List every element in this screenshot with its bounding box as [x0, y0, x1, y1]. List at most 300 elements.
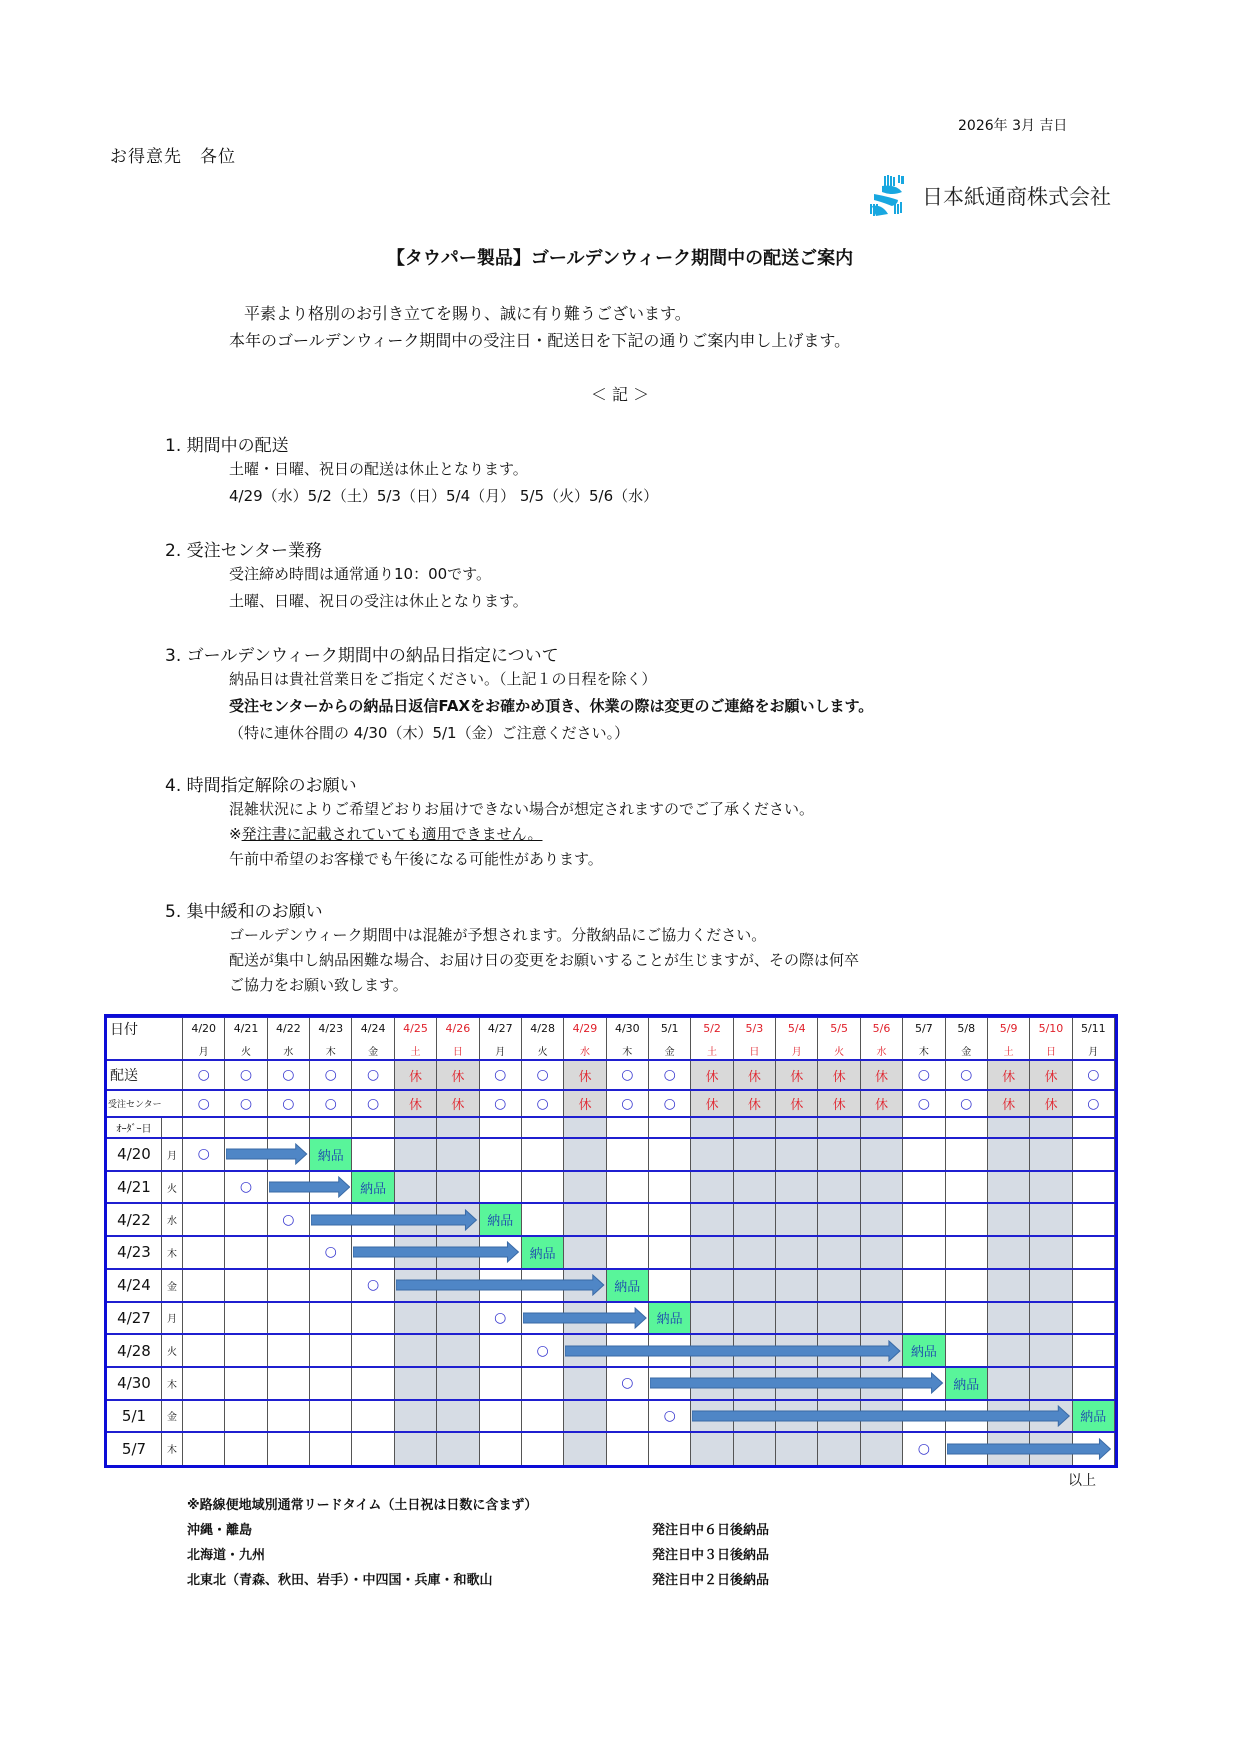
order-circle: ○ [225, 1171, 267, 1204]
lead-time-arrow-icon [269, 1176, 351, 1198]
schedule-cell [268, 1367, 310, 1400]
date-header: 4/21 [225, 1017, 267, 1040]
schedule-cell [1073, 1236, 1115, 1269]
center-status-closed: 休 [988, 1090, 1030, 1117]
schedule-cell [352, 1138, 394, 1171]
order-day-cell [352, 1117, 394, 1138]
company-logo [868, 174, 1111, 218]
schedule-cell [776, 1302, 818, 1335]
order-weekday: 月 [162, 1138, 183, 1171]
weekday-header: 土 [988, 1040, 1030, 1060]
delivery-status-open: ○ [522, 1060, 564, 1090]
order-date: 4/27 [107, 1302, 162, 1335]
row-divider [107, 1268, 1115, 1270]
delivery-status-closed: 休 [818, 1060, 860, 1090]
order-weekday: 火 [162, 1171, 183, 1204]
schedule-cell [946, 1269, 988, 1302]
delivery-status-closed: 休 [776, 1060, 818, 1090]
order-day-cell [649, 1117, 691, 1138]
row-divider [107, 1399, 1115, 1401]
schedule-cell [776, 1138, 818, 1171]
order-date: 4/20 [107, 1138, 162, 1171]
schedule-cell [1073, 1302, 1115, 1335]
order-circle: ○ [352, 1269, 394, 1302]
delivery-status-open: ○ [183, 1060, 225, 1090]
schedule-cell [861, 1138, 903, 1171]
schedule-cell [183, 1171, 225, 1204]
schedule-cell [437, 1334, 479, 1367]
schedule-cell [946, 1334, 988, 1367]
lead-time-arrow-icon [565, 1340, 901, 1362]
company-logo-mark-icon [868, 174, 916, 218]
order-circle: ○ [522, 1334, 564, 1367]
center-status-open: ○ [225, 1090, 267, 1117]
schedule-cell [268, 1236, 310, 1269]
schedule-cell [225, 1203, 267, 1236]
schedule-cell [183, 1367, 225, 1400]
schedule-cell [903, 1171, 945, 1204]
lead-time-arrow-icon [692, 1405, 1070, 1427]
schedule-cell [607, 1432, 649, 1465]
date-header: 4/29 [564, 1017, 606, 1040]
schedule-cell [818, 1432, 860, 1465]
schedule-cell [564, 1171, 606, 1204]
schedule-cell [268, 1432, 310, 1465]
order-day-cell [776, 1117, 818, 1138]
order-day-cell [861, 1117, 903, 1138]
note-mark: ※ [229, 825, 242, 843]
delivery-status-open: ○ [480, 1060, 522, 1090]
delivery-cell: 納品 [310, 1138, 352, 1171]
addressee: お得意先 各位 [110, 147, 236, 167]
schedule-cell [1030, 1367, 1072, 1400]
schedule-cell [946, 1171, 988, 1204]
date-header: 5/3 [734, 1017, 776, 1040]
schedule-cell [268, 1400, 310, 1433]
schedule-cell [522, 1367, 564, 1400]
delivery-status-closed: 休 [988, 1060, 1030, 1090]
lead-time-arrow-icon [947, 1438, 1111, 1460]
order-day-cell [607, 1117, 649, 1138]
section-1-heading: 1. 期間中の配送 [165, 436, 289, 456]
section-4-line-2 [229, 823, 542, 844]
company-name: 日本紙通商株式会社 [922, 185, 1111, 209]
schedule-cell [522, 1400, 564, 1433]
page-title: 【タウパー製品】ゴールデンウィーク期間中の配送ご案内 [386, 248, 854, 269]
center-status-closed: 休 [1030, 1090, 1072, 1117]
center-status-open: ○ [946, 1090, 988, 1117]
weekday-header: 金 [649, 1040, 691, 1060]
weekday-header: 月 [183, 1040, 225, 1060]
date-header: 4/24 [352, 1017, 394, 1040]
delivery-status-closed: 休 [1030, 1060, 1072, 1090]
order-weekday: 月 [162, 1302, 183, 1335]
schedule-cell [649, 1236, 691, 1269]
schedule-cell [691, 1302, 733, 1335]
lead-time-region-1: 沖縄・離島 [187, 1523, 253, 1538]
schedule-cell [734, 1138, 776, 1171]
schedule-cell [734, 1269, 776, 1302]
order-weekday: 木 [162, 1432, 183, 1465]
schedule-cell [352, 1400, 394, 1433]
schedule-cell [310, 1367, 352, 1400]
order-circle: ○ [649, 1400, 691, 1433]
row-divider [107, 1089, 1115, 1091]
order-day-cell [225, 1117, 267, 1138]
schedule-cell [861, 1432, 903, 1465]
schedule-cell [1030, 1269, 1072, 1302]
order-day-cell [818, 1117, 860, 1138]
order-day-cell [691, 1117, 733, 1138]
schedule-cell [522, 1138, 564, 1171]
schedule-cell [818, 1203, 860, 1236]
order-date: 5/1 [107, 1400, 162, 1433]
date-header: 4/20 [183, 1017, 225, 1040]
lead-time-region-3: 北東北（青森、秋田、岩手）・中四国・兵庫・和歌山 [187, 1573, 493, 1588]
section-3-line-3: （特に連休谷間の 4/30（木）5/1（金）ご注意ください。） [229, 724, 630, 742]
delivery-status-closed: 休 [437, 1060, 479, 1090]
order-date: 4/21 [107, 1171, 162, 1204]
schedule-cell [903, 1269, 945, 1302]
header-label-center: 受注センター [107, 1090, 183, 1117]
schedule-cell [564, 1400, 606, 1433]
weekday-header: 金 [946, 1040, 988, 1060]
schedule-cell [691, 1432, 733, 1465]
row-divider [107, 1059, 1115, 1061]
schedule-cell [310, 1400, 352, 1433]
schedule-cell [564, 1203, 606, 1236]
order-day-cell [183, 1117, 225, 1138]
delivery-status-open: ○ [225, 1060, 267, 1090]
schedule-cell [861, 1236, 903, 1269]
date-header: 5/6 [861, 1017, 903, 1040]
schedule-cell [437, 1367, 479, 1400]
schedule-cell [225, 1236, 267, 1269]
order-day-cell [522, 1117, 564, 1138]
section-5-line-1: ゴールデンウィーク期間中は混雑が予想されます。分散納品にご協力ください。 [229, 926, 767, 944]
schedule-cell [607, 1400, 649, 1433]
schedule-cell [1030, 1171, 1072, 1204]
underlined-note: 発注書に記載されていても適用できません。 [241, 825, 543, 843]
lead-time-arrow-icon [311, 1209, 477, 1231]
schedule-cell [395, 1138, 437, 1171]
center-status-open: ○ [480, 1090, 522, 1117]
schedule-cell [1030, 1334, 1072, 1367]
order-weekday: 水 [162, 1203, 183, 1236]
schedule-cell [225, 1334, 267, 1367]
intro-line-1: 平素より格別のお引き立てを賜り、誠に有り難うございます。 [244, 304, 691, 323]
schedule-cell [1073, 1171, 1115, 1204]
schedule-cell [691, 1269, 733, 1302]
order-circle: ○ [607, 1367, 649, 1400]
schedule-cell [564, 1432, 606, 1465]
schedule-cell [437, 1171, 479, 1204]
header-label-date: 日付 [107, 1017, 183, 1060]
order-circle: ○ [183, 1138, 225, 1171]
order-weekday: 金 [162, 1400, 183, 1433]
order-date: 4/23 [107, 1236, 162, 1269]
schedule-cell [988, 1236, 1030, 1269]
header-label-delivery: 配送 [107, 1060, 183, 1090]
schedule-table [107, 1017, 1115, 1465]
order-weekday: 金 [162, 1269, 183, 1302]
schedule-cell [649, 1138, 691, 1171]
schedule-cell [480, 1400, 522, 1433]
center-status-open: ○ [1073, 1090, 1115, 1117]
delivery-status-open: ○ [1073, 1060, 1115, 1090]
schedule-cell [225, 1367, 267, 1400]
schedule-cell [225, 1400, 267, 1433]
schedule-cell [1030, 1138, 1072, 1171]
delivery-cell: 納品 [352, 1171, 394, 1204]
schedule-cell [861, 1203, 903, 1236]
date-header: 5/11 [1073, 1017, 1115, 1040]
intro-line-2: 本年のゴールデンウィーク期間中の受注日・配送日を下記の通りご案内申し上げます。 [229, 331, 851, 350]
schedule-cell [946, 1203, 988, 1236]
schedule-cell [522, 1203, 564, 1236]
document-date: 2026年 3月 吉日 [958, 118, 1068, 134]
date-header: 5/2 [691, 1017, 733, 1040]
schedule-cell [691, 1203, 733, 1236]
ki-marker: ＜ 記 ＞ [590, 385, 650, 404]
order-day-cell [1073, 1117, 1115, 1138]
center-status-closed: 休 [437, 1090, 479, 1117]
order-day-cell [988, 1117, 1030, 1138]
schedule-cell [395, 1367, 437, 1400]
schedule-cell [607, 1171, 649, 1204]
row-divider [107, 1016, 1115, 1018]
schedule-cell [691, 1171, 733, 1204]
weekday-header: 月 [1073, 1040, 1115, 1060]
row-divider [107, 1333, 1115, 1335]
schedule-cell [437, 1302, 479, 1335]
schedule-cell [310, 1302, 352, 1335]
delivery-status-open: ○ [310, 1060, 352, 1090]
schedule-cell [1073, 1138, 1115, 1171]
schedule-cell [225, 1302, 267, 1335]
center-status-open: ○ [607, 1090, 649, 1117]
schedule-cell [649, 1432, 691, 1465]
section-3-line-1: 納品日は貴社営業日をご指定ください。（上記１の日程を除く） [229, 670, 657, 688]
order-circle: ○ [480, 1302, 522, 1335]
center-status-closed: 休 [776, 1090, 818, 1117]
order-date: 4/22 [107, 1203, 162, 1236]
schedule-cell [818, 1138, 860, 1171]
weekday-header: 金 [352, 1040, 394, 1060]
schedule-cell [734, 1236, 776, 1269]
delivery-cell: 納品 [946, 1367, 988, 1400]
schedule-cell [607, 1236, 649, 1269]
date-header: 4/30 [607, 1017, 649, 1040]
schedule-cell [564, 1367, 606, 1400]
order-circle: ○ [903, 1432, 945, 1465]
order-day-cell [268, 1117, 310, 1138]
date-header: 4/23 [310, 1017, 352, 1040]
schedule-cell [1030, 1302, 1072, 1335]
section-2-heading: 2. 受注センター業務 [165, 541, 322, 561]
schedule-cell [861, 1269, 903, 1302]
schedule-cell [946, 1138, 988, 1171]
schedule-cell [988, 1138, 1030, 1171]
row-divider [107, 1202, 1115, 1204]
schedule-cell [183, 1236, 225, 1269]
schedule-cell [1073, 1203, 1115, 1236]
section-5-line-3: ご協力をお願い致します。 [229, 976, 408, 994]
order-day-cell [564, 1117, 606, 1138]
schedule-cell [734, 1432, 776, 1465]
schedule-cell [988, 1367, 1030, 1400]
schedule-cell [649, 1171, 691, 1204]
schedule-cell [352, 1432, 394, 1465]
schedule-cell [564, 1236, 606, 1269]
center-status-closed: 休 [818, 1090, 860, 1117]
delivery-cell: 納品 [649, 1302, 691, 1335]
delivery-status-closed: 休 [691, 1060, 733, 1090]
section-5-heading: 5. 集中緩和のお願い [165, 902, 323, 922]
schedule-cell [734, 1302, 776, 1335]
weekday-header: 火 [225, 1040, 267, 1060]
schedule-cell [734, 1203, 776, 1236]
order-circle: ○ [310, 1236, 352, 1269]
schedule-cell [1073, 1269, 1115, 1302]
lead-time-value-2: 発注日中３日後納品 [652, 1548, 770, 1563]
date-header: 4/27 [480, 1017, 522, 1040]
lead-time-arrow-icon [650, 1372, 944, 1394]
schedule-cell [437, 1138, 479, 1171]
schedule-cell [988, 1334, 1030, 1367]
schedule-cell [861, 1302, 903, 1335]
date-header: 4/26 [437, 1017, 479, 1040]
weekday-header: 月 [776, 1040, 818, 1060]
date-header: 5/8 [946, 1017, 988, 1040]
center-status-open: ○ [310, 1090, 352, 1117]
schedule-cell [395, 1171, 437, 1204]
date-header: 5/5 [818, 1017, 860, 1040]
delivery-status-open: ○ [607, 1060, 649, 1090]
schedule-cell [607, 1138, 649, 1171]
schedule-cell [310, 1269, 352, 1302]
date-header: 4/25 [395, 1017, 437, 1040]
schedule-cell [649, 1269, 691, 1302]
delivery-status-closed: 休 [395, 1060, 437, 1090]
schedule-cell [395, 1334, 437, 1367]
delivery-cell: 納品 [903, 1334, 945, 1367]
weekday-header: 火 [522, 1040, 564, 1060]
delivery-status-open: ○ [268, 1060, 310, 1090]
weekday-header: 水 [861, 1040, 903, 1060]
delivery-cell: 納品 [480, 1203, 522, 1236]
date-header: 5/7 [903, 1017, 945, 1040]
delivery-status-open: ○ [946, 1060, 988, 1090]
schedule-cell [946, 1236, 988, 1269]
lead-time-arrow-icon [353, 1241, 519, 1263]
header-label-order: ｵｰﾀﾞｰ日 [107, 1117, 162, 1138]
schedule-cell [818, 1236, 860, 1269]
schedule-cell [1073, 1367, 1115, 1400]
schedule-cell [183, 1269, 225, 1302]
delivery-status-open: ○ [352, 1060, 394, 1090]
schedule-cell [480, 1367, 522, 1400]
schedule-cell [395, 1432, 437, 1465]
schedule-cell [776, 1171, 818, 1204]
schedule-cell [818, 1269, 860, 1302]
order-day-cell [437, 1117, 479, 1138]
schedule-cell [903, 1203, 945, 1236]
schedule-cell [522, 1171, 564, 1204]
schedule-cell [480, 1138, 522, 1171]
order-date: 4/30 [107, 1367, 162, 1400]
schedule-cell [225, 1269, 267, 1302]
schedule-cell [480, 1432, 522, 1465]
schedule-cell [352, 1302, 394, 1335]
lead-time-arrow-icon [396, 1274, 605, 1296]
schedule-cell [564, 1138, 606, 1171]
schedule-cell [395, 1302, 437, 1335]
section-3-line-2: 受注センターからの納品日返信FAXをお確かめ頂き、休業の際は変更のご連絡をお願いします。 [229, 697, 874, 715]
order-weekday: 木 [162, 1367, 183, 1400]
order-day-cell [310, 1117, 352, 1138]
weekday-header: 土 [395, 1040, 437, 1060]
weekday-header: 日 [437, 1040, 479, 1060]
schedule-cell [225, 1432, 267, 1465]
schedule-cell [946, 1302, 988, 1335]
schedule-cell [649, 1203, 691, 1236]
order-day-cell [734, 1117, 776, 1138]
schedule-cell [183, 1334, 225, 1367]
row-divider [107, 1137, 1115, 1139]
weekday-header: 木 [310, 1040, 352, 1060]
schedule-cell [776, 1432, 818, 1465]
delivery-status-closed: 休 [734, 1060, 776, 1090]
schedule-cell [1073, 1334, 1115, 1367]
delivery-status-closed: 休 [861, 1060, 903, 1090]
schedule-cell [480, 1171, 522, 1204]
schedule-cell [522, 1432, 564, 1465]
center-status-open: ○ [268, 1090, 310, 1117]
lead-time-value-3: 発注日中２日後納品 [652, 1573, 770, 1588]
schedule-cell [903, 1138, 945, 1171]
delivery-status-open: ○ [649, 1060, 691, 1090]
center-status-closed: 休 [564, 1090, 606, 1117]
weekday-header: 火 [818, 1040, 860, 1060]
schedule-cell [268, 1334, 310, 1367]
schedule-cell [903, 1236, 945, 1269]
lead-time-arrow-icon [523, 1307, 647, 1329]
schedule-cell [861, 1171, 903, 1204]
date-header: 4/22 [268, 1017, 310, 1040]
date-header: 5/10 [1030, 1017, 1072, 1040]
schedule-cell [776, 1203, 818, 1236]
weekday-header: 土 [691, 1040, 733, 1060]
center-status-closed: 休 [861, 1090, 903, 1117]
schedule-cell [437, 1432, 479, 1465]
section-1-line-2: 4/29（水）5/2（土）5/3（日）5/4（月） 5/5（火）5/6（水） [229, 487, 659, 505]
schedule-cell [183, 1432, 225, 1465]
schedule-cell [988, 1171, 1030, 1204]
section-2-line-2: 土曜、日曜、祝日の受注は休止となります。 [229, 592, 528, 610]
weekday-header: 月 [480, 1040, 522, 1060]
row-divider [107, 1431, 1115, 1433]
date-header: 5/9 [988, 1017, 1030, 1040]
lead-time-value-1: 発注日中６日後納品 [652, 1523, 770, 1538]
section-2-line-1: 受注締め時間は通常通り10：00です。 [229, 565, 491, 583]
center-status-closed: 休 [734, 1090, 776, 1117]
date-header: 4/28 [522, 1017, 564, 1040]
section-1-line-1: 土曜・日曜、祝日の配送は休止となります。 [229, 460, 528, 478]
schedule-cell [183, 1203, 225, 1236]
schedule-cell [691, 1138, 733, 1171]
schedule-cell [734, 1171, 776, 1204]
